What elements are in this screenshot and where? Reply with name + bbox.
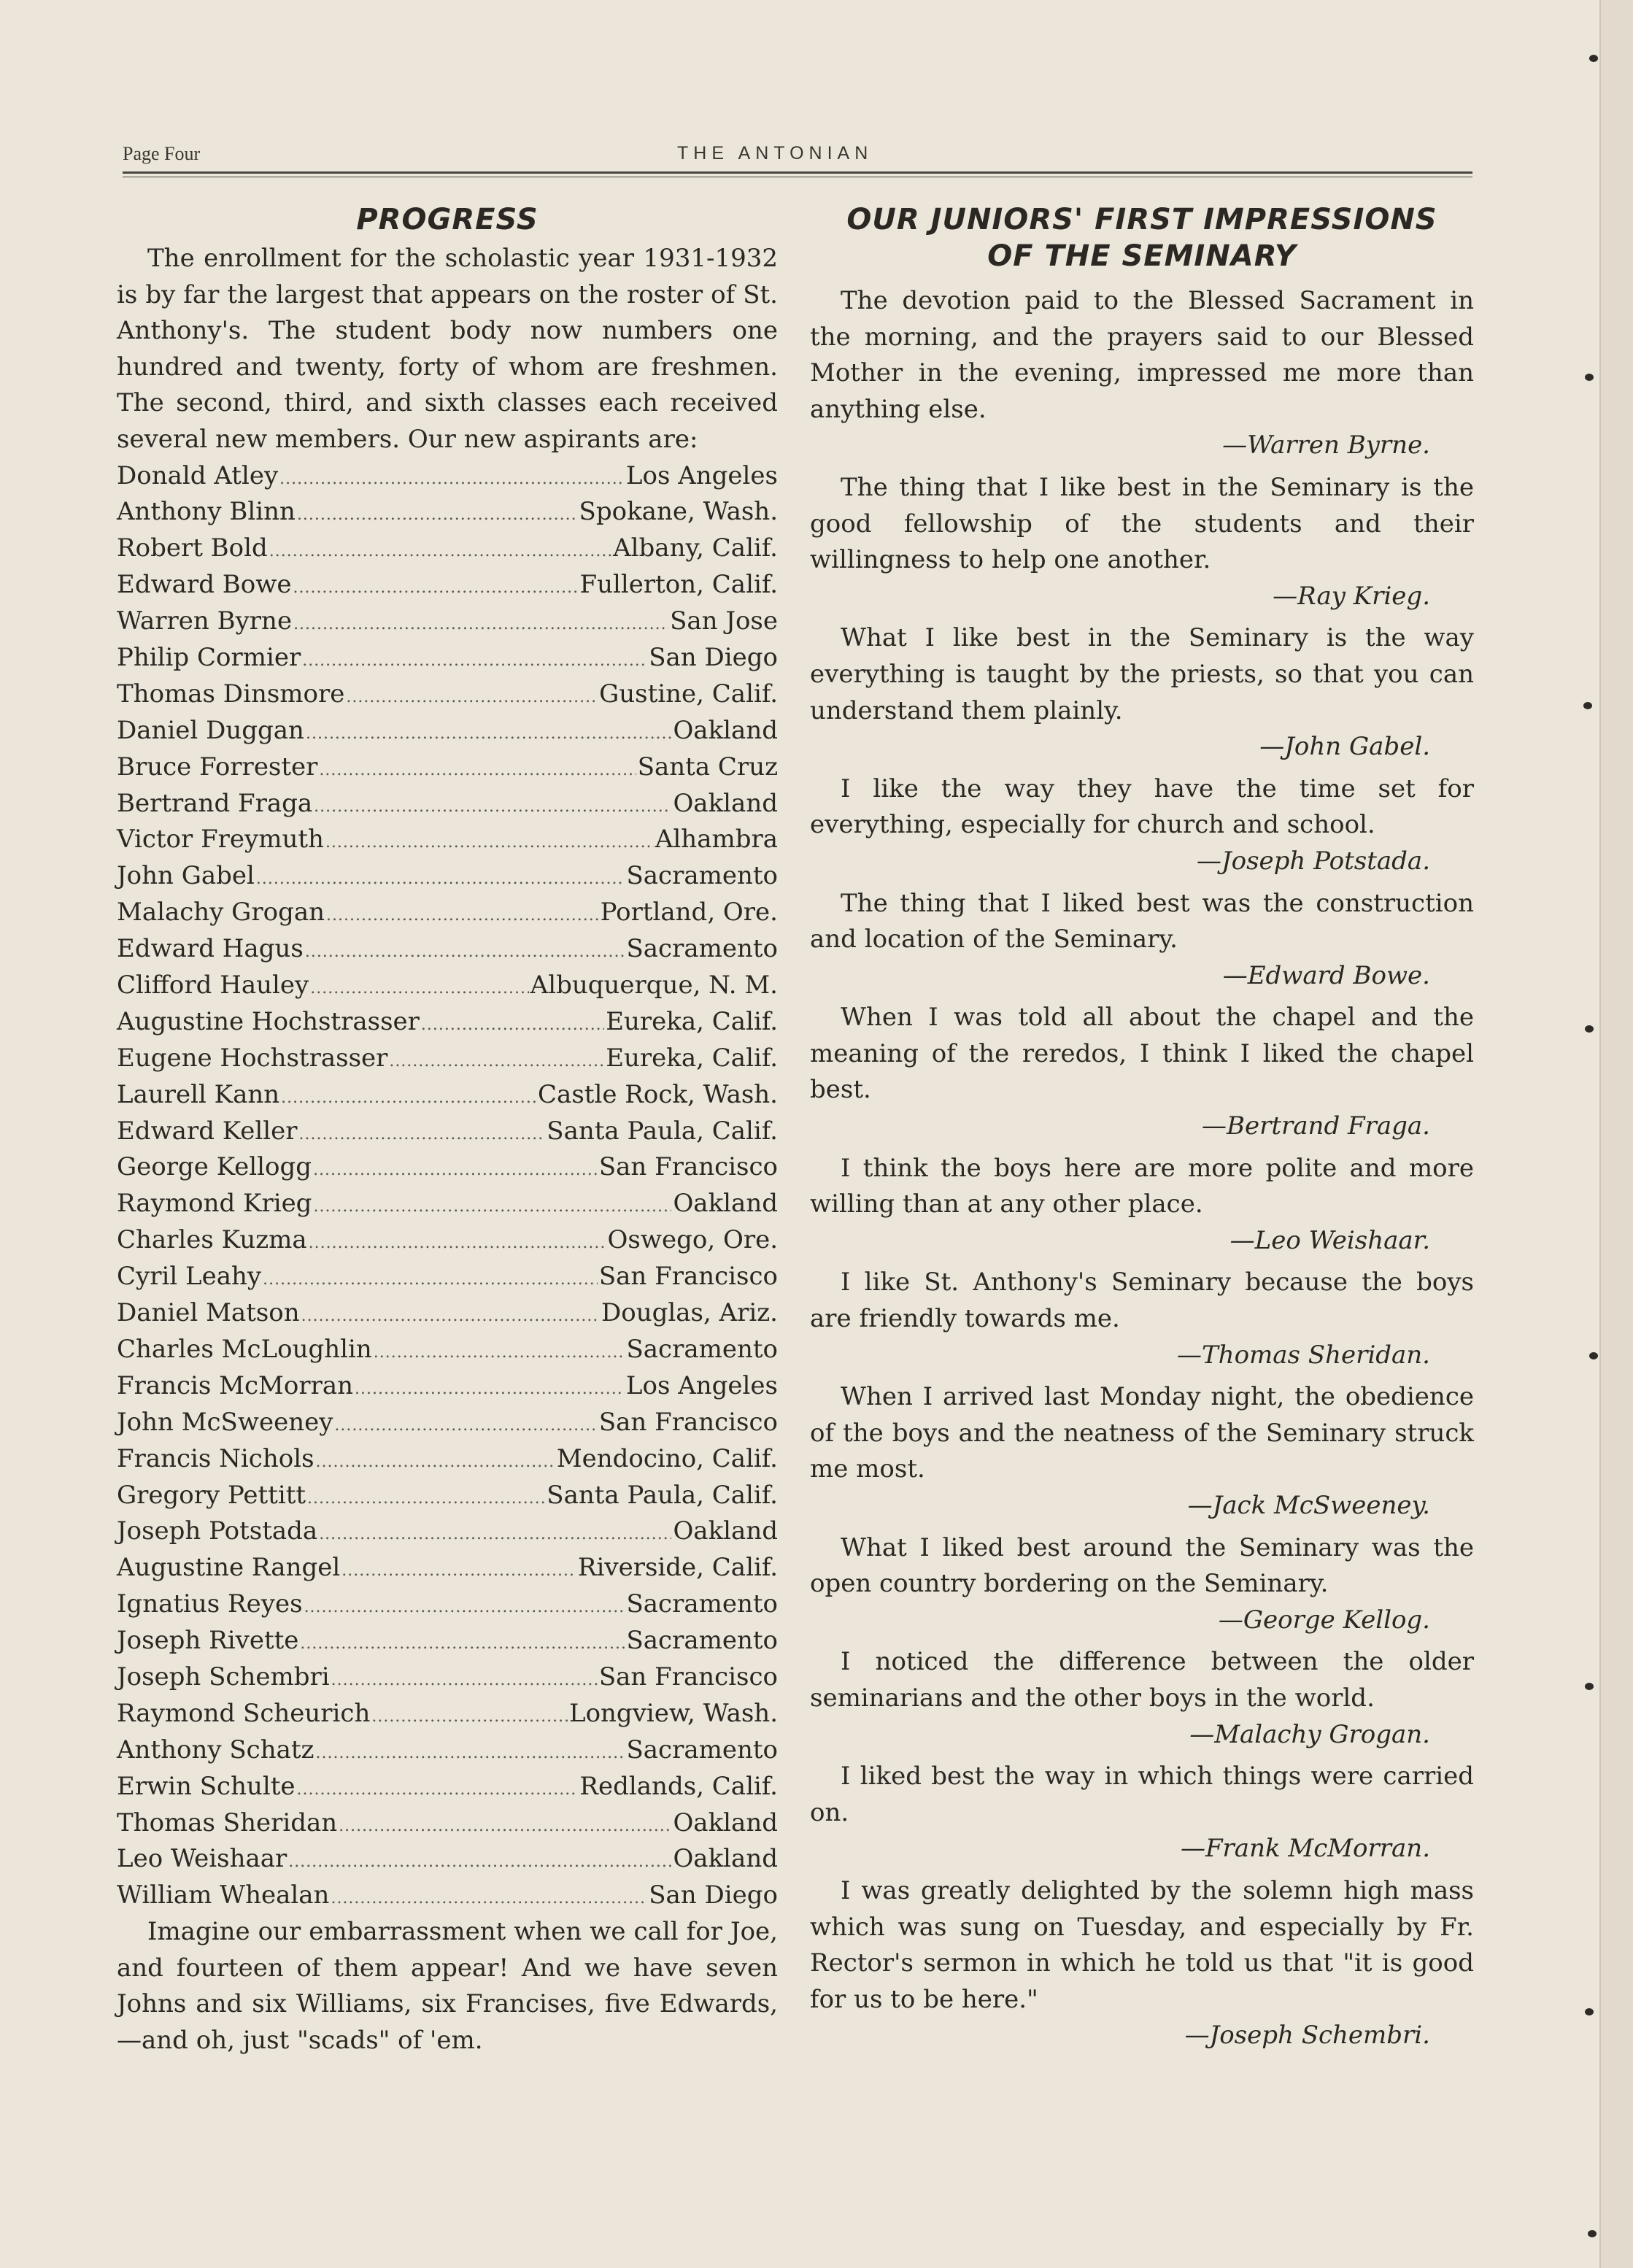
- dot-leader: [371, 1699, 568, 1735]
- dot-leader: [315, 1735, 625, 1772]
- progress-article: [117, 201, 778, 2059]
- aspirant-row: [117, 676, 778, 713]
- aspirant-hometown: Riverside, Calif.: [577, 1553, 778, 1583]
- aspirant-row: [117, 895, 778, 931]
- impression-text: When I was told all about the chapel and the meaning of the reredos, I think I liked the chapel best.: [810, 1003, 1474, 1105]
- aspirant-name: Malachy Grogan: [117, 898, 325, 927]
- aspirant-hometown: Oakland: [673, 715, 778, 745]
- dot-leader: [325, 825, 654, 861]
- aspirant-hometown: Sacramento: [626, 934, 778, 964]
- aspirant-name: Ignatius Reyes: [117, 1589, 303, 1619]
- aspirant-hometown: Albany, Calif.: [613, 533, 778, 563]
- aspirant-row: [117, 1586, 778, 1623]
- impression-text: What I liked best around the Seminary was the open country bordering on the Seminary.: [810, 1532, 1474, 1599]
- aspirant-hometown: Spokane, Wash.: [579, 497, 778, 527]
- aspirant-row: [117, 1550, 778, 1586]
- aspirant-name: Victor Freymuth: [117, 825, 324, 855]
- dot-leader: [304, 1589, 625, 1626]
- aspirant-hometown: San Jose: [670, 606, 778, 636]
- dot-leader: [331, 1662, 598, 1699]
- aspirant-row: [117, 858, 778, 895]
- aspirant-name: Cyril Leahy: [117, 1262, 262, 1292]
- aspirant-hometown: Sacramento: [626, 1735, 778, 1764]
- progress-intro: The enrollment for the scholastic year 1931-1932 is by far the largest that appears on the roster of St. Anthony's. The student body now numbers one hundred and twenty, forty of whom are freshmen. The second, third, and sixth classes each received several new members. Our new aspirants are:: [117, 244, 778, 454]
- impression-author: —Frank McMorran.: [1180, 1834, 1430, 1864]
- aspirant-hometown: Oakland: [673, 1808, 778, 1837]
- aspirant-row: [117, 968, 778, 1004]
- binding-hole: [1585, 2008, 1594, 2016]
- aspirant-hometown: Santa Cruz: [637, 752, 778, 782]
- aspirant-hometown: San Francisco: [598, 1662, 778, 1692]
- header-rule: [123, 171, 1472, 174]
- aspirant-name: Anthony Blinn: [117, 497, 296, 527]
- aspirant-row: [117, 567, 778, 603]
- dot-leader: [309, 1225, 606, 1262]
- aspirant-row: [117, 1114, 778, 1150]
- aspirant-name: Joseph Schembri: [117, 1662, 330, 1692]
- aspirant-hometown: Redlands, Calif.: [579, 1771, 778, 1801]
- impression-text: The devotion paid to the Blessed Sacrament in the morning, and the prayers said to our Blessed Mother in the evening, impressed me more than anything else.: [810, 286, 1474, 424]
- impression-text: I noticed the difference between the older seminarians and the other boys in the world.: [810, 1647, 1474, 1713]
- aspirant-row: [117, 603, 778, 640]
- aspirant-name: Laurell Kann: [117, 1079, 280, 1109]
- impression-text: The thing that I like best in the Seminary is the good fellowship of the students and their willingness to help one another.: [810, 472, 1474, 575]
- aspirant-row: [117, 1696, 778, 1732]
- impression-text: The thing that I liked best was the construction and location of the Seminary.: [810, 888, 1474, 954]
- dot-leader: [334, 1408, 597, 1444]
- dot-leader: [355, 1371, 625, 1408]
- dot-leader: [313, 1152, 598, 1189]
- aspirant-hometown: Gustine, Calif.: [599, 679, 778, 709]
- aspirant-hometown: Oakland: [673, 1516, 778, 1546]
- page-number: Page Four: [123, 143, 201, 164]
- aspirant-row: [117, 1149, 778, 1186]
- dot-leader: [313, 1189, 671, 1225]
- dot-leader: [299, 1116, 546, 1153]
- aspirant-name: Thomas Dinsmore: [117, 679, 345, 709]
- dot-leader: [302, 643, 647, 679]
- binding-hole: [1588, 2230, 1597, 2237]
- aspirant-row: [117, 1805, 778, 1842]
- aspirant-name: George Kellogg: [117, 1152, 312, 1182]
- aspirant-hometown: Alhambra: [655, 825, 778, 855]
- aspirant-name: Bruce Forrester: [117, 752, 318, 782]
- dot-leader: [305, 934, 625, 971]
- aspirant-hometown: Sacramento: [626, 1589, 778, 1619]
- binding-hole: [1583, 702, 1592, 709]
- impressions-article: [810, 201, 1474, 2054]
- aspirant-row: [117, 1222, 778, 1259]
- impressions-heading-line1: OUR JUNIORS' FIRST IMPRESSIONS: [846, 203, 1437, 236]
- impression-author: —John Gabel.: [1259, 732, 1430, 762]
- dot-leader: [300, 1626, 625, 1662]
- impression-text: I was greatly delighted by the solemn high mass which was sung on Tuesday, and especially by Fr. Rector's sermon in which he told us that "it is good for us to be here.": [810, 1875, 1474, 2014]
- dot-leader: [301, 1298, 600, 1335]
- aspirant-name: Gregory Pettitt: [117, 1480, 306, 1510]
- aspirant-name: Warren Byrne: [117, 606, 293, 636]
- impression-text: I like the way they have the time set for everything, especially for church and school.: [810, 774, 1474, 840]
- aspirant-row: [117, 713, 778, 749]
- aspirant-hometown: Mendocino, Calif.: [556, 1443, 778, 1473]
- aspirant-hometown: Eureka, Calif.: [606, 1043, 778, 1073]
- binding-hole: [1585, 374, 1594, 381]
- aspirant-row: [117, 1295, 778, 1332]
- dot-leader: [269, 533, 611, 570]
- impressions-heading-line2: OF THE SEMINARY: [987, 239, 1297, 273]
- aspirant-row: [117, 494, 778, 531]
- aspirant-row: [117, 1259, 778, 1295]
- aspirant-name: Clifford Hauley: [117, 971, 309, 1000]
- aspirant-name: William Whealan: [117, 1881, 330, 1910]
- aspirant-name: Bertrand Fraga: [117, 788, 313, 818]
- aspirant-hometown: Los Angeles: [625, 460, 778, 490]
- dot-leader: [314, 789, 671, 825]
- aspirant-name: Raymond Krieg: [117, 1189, 312, 1219]
- aspirant-row: [117, 1004, 778, 1041]
- dot-leader: [374, 1335, 625, 1371]
- impressions-heading: [810, 201, 1474, 274]
- impression-author: —Joseph Potstada.: [1197, 846, 1430, 876]
- aspirant-row: [117, 458, 778, 495]
- dot-leader: [297, 497, 578, 533]
- aspirant-row: [117, 531, 778, 567]
- page-edge: [1599, 0, 1633, 2268]
- dot-leader: [331, 1881, 647, 1917]
- impression-author: —Malachy Grogan.: [1189, 1719, 1430, 1749]
- impression-text: What I like best in the Seminary is the way everything is taught by the priests, so that you can understand them plainly.: [810, 623, 1474, 725]
- aspirant-hometown: Albuquerque, N. M.: [530, 971, 778, 1000]
- aspirant-hometown: Oswego, Ore.: [607, 1225, 778, 1255]
- aspirant-name: Edward Hagus: [117, 934, 304, 964]
- dot-leader: [293, 606, 668, 643]
- impression-author: —Warren Byrne.: [1222, 431, 1430, 460]
- impression-author: —Thomas Sheridan.: [1177, 1340, 1430, 1370]
- aspirant-name: Thomas Sheridan: [117, 1808, 338, 1837]
- dot-leader: [346, 679, 598, 716]
- dot-leader: [279, 461, 625, 498]
- aspirant-hometown: Eureka, Calif.: [606, 1006, 778, 1036]
- aspirants-list: [117, 458, 778, 1915]
- aspirant-hometown: Longview, Wash.: [568, 1698, 778, 1728]
- dot-leader: [281, 1080, 536, 1116]
- binding-hole: [1585, 1025, 1594, 1033]
- impression-text: I think the boys here are more polite and more willing than at any other place.: [810, 1153, 1474, 1219]
- journal-title: THE ANTONIAN: [677, 143, 873, 163]
- aspirant-row: [117, 1041, 778, 1077]
- dot-leader: [339, 1808, 671, 1845]
- dot-leader: [263, 1262, 598, 1298]
- impression-text: When I arrived last Monday night, the obedience of the boys and the neatness of the Seminary struck me most.: [810, 1382, 1474, 1484]
- impression-author: —Leo Weishaar.: [1229, 1225, 1430, 1255]
- aspirant-hometown: San Diego: [649, 1881, 778, 1910]
- aspirant-row: [117, 1623, 778, 1659]
- aspirant-name: Joseph Potstada: [117, 1516, 318, 1546]
- impression-text: I like St. Anthony's Seminary because the boys are friendly towards me.: [810, 1268, 1474, 1334]
- aspirant-name: Charles Kuzma: [117, 1225, 307, 1255]
- dot-leader: [389, 1044, 604, 1080]
- aspirant-row: [117, 1841, 778, 1878]
- dot-leader: [341, 1553, 576, 1589]
- aspirant-row: [117, 1478, 778, 1514]
- impression-author: —Jack McSweeney.: [1187, 1491, 1430, 1520]
- aspirant-row: [117, 749, 778, 786]
- aspirant-name: Augustine Rangel: [117, 1553, 341, 1583]
- binding-hole: [1589, 55, 1598, 62]
- aspirant-hometown: Douglas, Ariz.: [601, 1298, 778, 1328]
- aspirant-name: John Gabel: [117, 861, 255, 891]
- aspirant-hometown: Sacramento: [626, 1626, 778, 1656]
- aspirant-hometown: San Diego: [649, 643, 778, 673]
- aspirant-name: Edward Bowe: [117, 570, 292, 600]
- impression-author: —Edward Bowe.: [1222, 960, 1430, 990]
- aspirant-hometown: San Francisco: [598, 1152, 778, 1182]
- dot-leader: [421, 1007, 604, 1044]
- aspirant-row: [117, 1077, 778, 1114]
- aspirant-name: Robert Bold: [117, 533, 268, 563]
- aspirant-row: [117, 1513, 778, 1550]
- aspirant-hometown: Santa Paula, Calif.: [547, 1116, 778, 1146]
- aspirant-hometown: Castle Rock, Wash.: [538, 1079, 778, 1109]
- aspirant-row: [117, 1332, 778, 1368]
- aspirant-hometown: Portland, Ore.: [600, 898, 778, 927]
- dot-leader: [310, 971, 528, 1007]
- impression-author: —Joseph Schembri.: [1184, 2021, 1430, 2051]
- aspirant-row: [117, 1878, 778, 1914]
- aspirant-name: Francis McMorran: [117, 1370, 353, 1400]
- aspirant-name: John McSweeney: [117, 1407, 333, 1437]
- aspirant-name: Donald Atley: [117, 460, 279, 490]
- aspirant-name: Daniel Duggan: [117, 715, 304, 745]
- aspirant-name: Augustine Hochstrasser: [117, 1006, 420, 1036]
- aspirant-row: [117, 786, 778, 822]
- aspirant-hometown: Santa Paula, Calif.: [547, 1480, 778, 1510]
- progress-closing: Imagine our embarrassment when we call for Joe, and fourteen of them appear! And we have seven Johns and six Williams, six Francises, five Edwards,—and oh, just "scads" of 'em.: [117, 1917, 778, 2055]
- aspirant-row: [117, 822, 778, 858]
- dot-leader: [306, 716, 671, 752]
- aspirant-name: Anthony Schatz: [117, 1735, 314, 1764]
- aspirant-row: [117, 1732, 778, 1769]
- dot-leader: [288, 1844, 671, 1881]
- aspirant-name: Philip Cormier: [117, 643, 301, 673]
- dot-leader: [293, 570, 578, 606]
- aspirant-name: Charles McLoughlin: [117, 1334, 372, 1364]
- aspirant-name: Erwin Schulte: [117, 1771, 296, 1801]
- aspirant-name: Eugene Hochstrasser: [117, 1043, 388, 1073]
- dot-leader: [326, 898, 599, 934]
- progress-heading: PROGRESS: [356, 203, 538, 236]
- dot-leader: [297, 1772, 579, 1808]
- aspirant-row: [117, 1368, 778, 1405]
- binding-hole: [1585, 1683, 1594, 1690]
- impression-author: —George Kellog.: [1218, 1605, 1430, 1635]
- dot-leader: [319, 1516, 671, 1553]
- aspirant-row: [117, 1405, 778, 1441]
- aspirant-hometown: San Francisco: [598, 1262, 778, 1292]
- dot-leader: [319, 752, 636, 789]
- impression-author: —Bertrand Fraga.: [1202, 1111, 1430, 1141]
- aspirant-row: [117, 1659, 778, 1696]
- page-header: [123, 143, 1472, 168]
- aspirant-row: [117, 1769, 778, 1805]
- aspirant-hometown: Oakland: [673, 1189, 778, 1219]
- aspirant-row: [117, 640, 778, 676]
- dot-leader: [256, 861, 625, 898]
- aspirant-name: Edward Keller: [117, 1116, 298, 1146]
- aspirant-name: Joseph Rivette: [117, 1626, 299, 1656]
- aspirant-name: Daniel Matson: [117, 1298, 300, 1328]
- aspirant-row: [117, 1186, 778, 1222]
- aspirant-hometown: Sacramento: [626, 1334, 778, 1364]
- aspirant-hometown: Oakland: [673, 788, 778, 818]
- aspirant-hometown: Oakland: [673, 1844, 778, 1874]
- aspirant-hometown: San Francisco: [598, 1407, 778, 1437]
- aspirant-name: Raymond Scheurich: [117, 1698, 371, 1728]
- aspirant-name: Leo Weishaar: [117, 1844, 287, 1874]
- binding-hole: [1589, 1352, 1598, 1359]
- dot-leader: [307, 1481, 545, 1517]
- aspirant-hometown: Fullerton, Calif.: [579, 570, 778, 600]
- aspirant-name: Francis Nichols: [117, 1443, 314, 1473]
- aspirant-row: [117, 931, 778, 968]
- impressions-list: [810, 283, 1474, 2054]
- aspirant-hometown: Los Angeles: [625, 1370, 778, 1400]
- dot-leader: [316, 1444, 555, 1481]
- impression-text: I liked best the way in which things were carried on.: [810, 1762, 1474, 1827]
- aspirant-hometown: Sacramento: [626, 861, 778, 891]
- aspirant-row: [117, 1441, 778, 1478]
- impression-author: —Ray Krieg.: [1273, 581, 1430, 611]
